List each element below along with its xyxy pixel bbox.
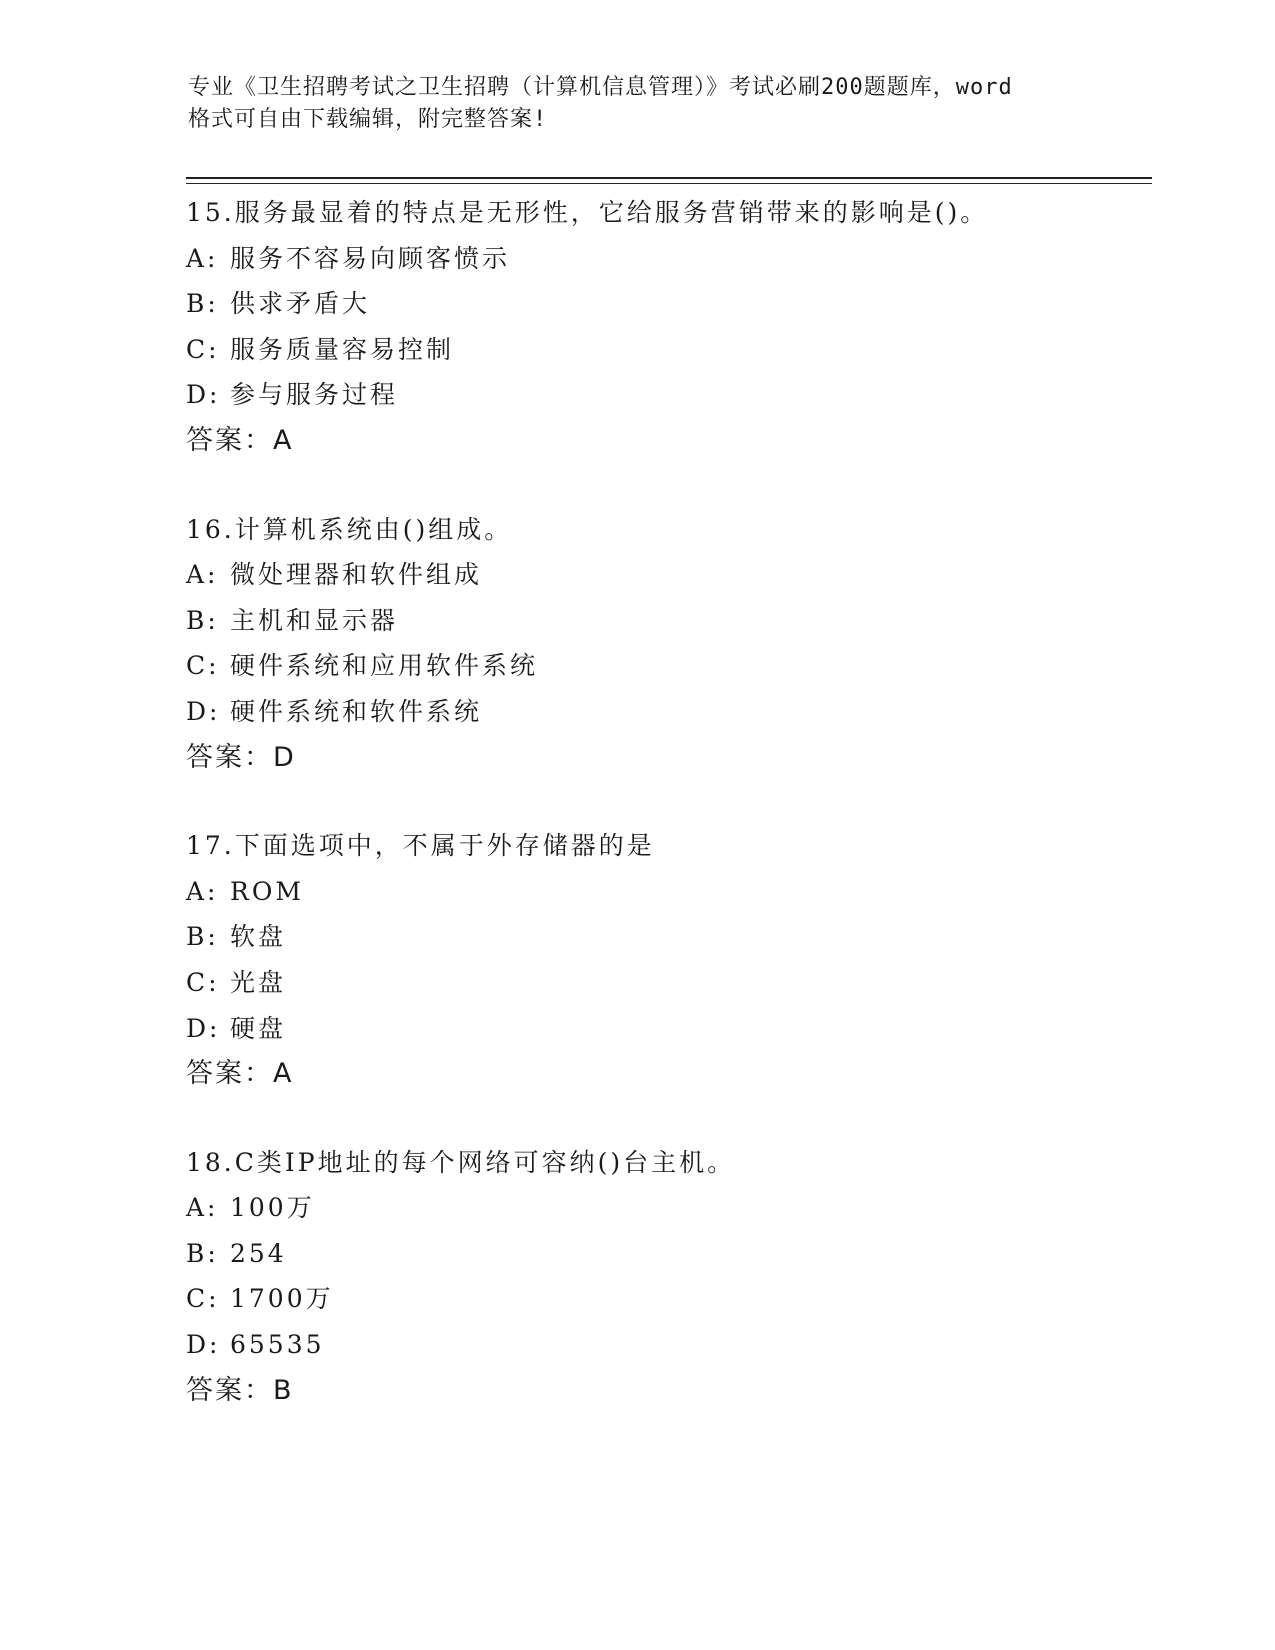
option-letter: C: <box>186 967 220 997</box>
option-a <box>186 552 1146 598</box>
option-text: 硬件系统和软件系统 <box>230 696 483 726</box>
option-letter: A: <box>186 560 219 590</box>
option-text: 1700万 <box>230 1284 334 1314</box>
question-block <box>186 1140 1146 1414</box>
header-divider-thick <box>186 177 1152 179</box>
question-list <box>186 190 1146 1456</box>
question-block <box>186 823 1146 1097</box>
question-block <box>186 507 1146 781</box>
option-text: 微处理器和软件组成 <box>230 560 483 590</box>
option-b <box>186 914 1146 960</box>
option-letter: A: <box>186 876 219 906</box>
answer-line: 答案：A <box>186 1058 294 1090</box>
option-letter: B: <box>186 1238 219 1268</box>
option-text: 软盘 <box>230 922 287 952</box>
header-divider-thin <box>186 183 1152 184</box>
option-text: 100万 <box>230 1193 315 1223</box>
option-c <box>186 1276 1146 1322</box>
option-text: 服务质量容易控制 <box>230 334 455 364</box>
option-c <box>186 960 1146 1006</box>
header-title-line-2: 格式可自由下载编辑，附完整答案! <box>188 107 548 132</box>
option-b <box>186 598 1146 644</box>
option-text: 硬件系统和应用软件系统 <box>230 651 539 681</box>
option-b <box>186 281 1146 327</box>
option-letter: A: <box>186 243 219 273</box>
option-a <box>186 869 1146 915</box>
option-letter: A: <box>186 1193 219 1223</box>
option-letter: C: <box>186 334 220 364</box>
option-letter: C: <box>186 651 220 681</box>
option-c <box>186 327 1146 373</box>
option-d <box>186 372 1146 418</box>
option-letter: D: <box>186 696 221 726</box>
option-c <box>186 643 1146 689</box>
option-d <box>186 1322 1146 1368</box>
option-d <box>186 689 1146 735</box>
answer-line: 答案：A <box>186 424 294 456</box>
option-text: 硬盘 <box>230 1013 287 1043</box>
option-text: 254 <box>230 1238 287 1268</box>
option-letter: B: <box>186 289 219 319</box>
option-letter: C: <box>186 1284 220 1314</box>
answer-line: 答案：D <box>186 741 296 773</box>
option-letter: B: <box>186 605 219 635</box>
option-letter: D: <box>186 1013 221 1043</box>
option-letter: B: <box>186 922 219 952</box>
question-title: 17.下面选项中，不属于外存储器的是 <box>186 831 655 861</box>
option-b <box>186 1231 1146 1277</box>
option-a <box>186 1185 1146 1231</box>
option-text: ROM <box>230 876 304 906</box>
option-text: 主机和显示器 <box>230 605 399 635</box>
option-text: 65535 <box>230 1330 325 1360</box>
option-a <box>186 236 1146 282</box>
question-block <box>186 190 1146 464</box>
option-letter: D: <box>186 1330 221 1360</box>
option-text: 服务不容易向顾客愤示 <box>230 243 511 273</box>
document-header <box>188 72 1088 136</box>
header-title-line-1: 专业《卫生招聘考试之卫生招聘（计算机信息管理）》考试必刷200题题库，word <box>188 75 1013 100</box>
question-title: 16.计算机系统由()组成。 <box>186 514 513 544</box>
option-d <box>186 1006 1146 1052</box>
question-title: 15.服务最显着的特点是无形性，它给服务营销带来的影响是()。 <box>186 198 989 227</box>
answer-line: 答案：B <box>186 1374 294 1406</box>
option-text: 光盘 <box>230 967 287 997</box>
option-letter: D: <box>186 380 221 410</box>
option-text: 供求矛盾大 <box>230 289 371 319</box>
question-title: 18.C类IP地址的每个网络可容纳()台主机。 <box>186 1147 736 1177</box>
option-text: 参与服务过程 <box>230 380 399 410</box>
